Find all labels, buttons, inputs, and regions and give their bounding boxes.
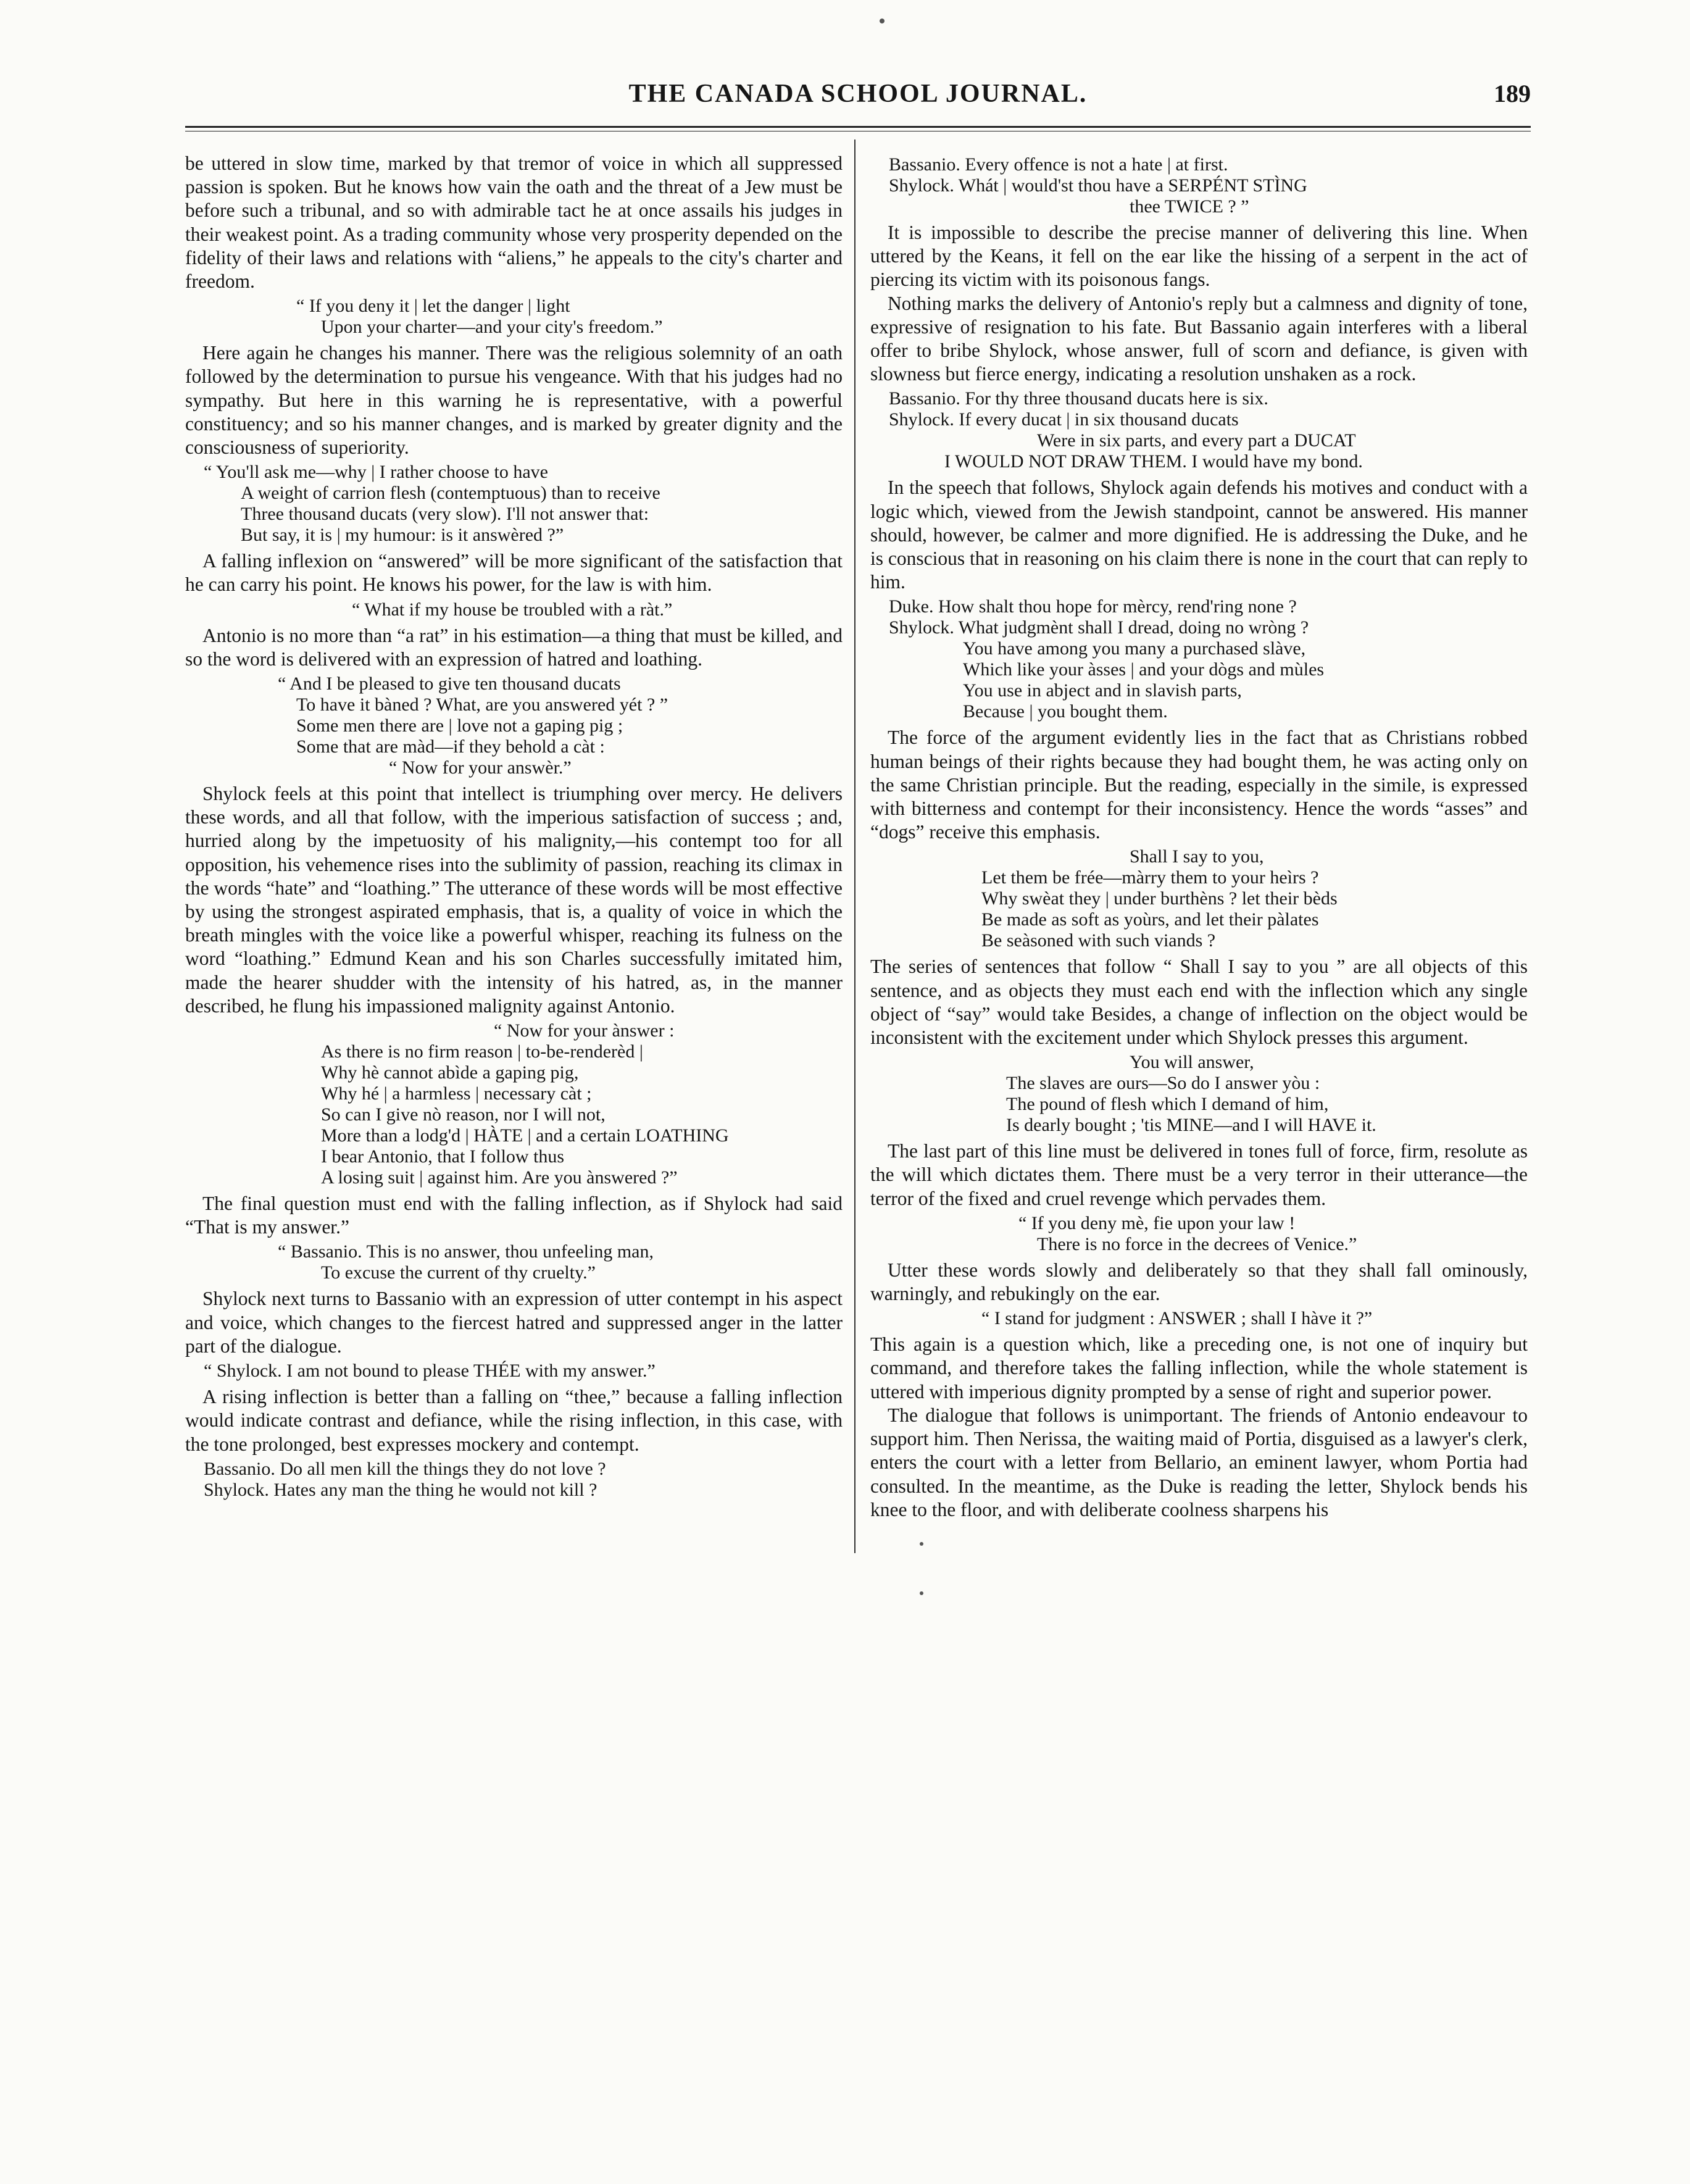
verse-line: “ I stand for judgment : ANSWER ; shall I hàve it ?” — [981, 1308, 1373, 1329]
verse-quote — [870, 154, 1528, 217]
verse-quote — [870, 1052, 1528, 1136]
paragraph: Shylock feels at this point that intellect is triumphing over mercy. He delivers these words, and all that follow, with the imperious satisfaction of success ; and, hurried along by the impetuosity of his malignity,—his contempt too for all opposition, his vehemence rises into the sublimity of passion, reaching its climax in the words “hate” and “loathing.” The utterance of these words will be most effective by using the strongest aspirated emphasis, that is, a quality of voice in which the breath mingles with the voice like a powerful whisper, reaching its fulness on the word “loathing.” Edmund Kean and his son Charles successfully imitated him, made the hearer shudder with the intensity of his hatred, as, in the manner described, he flung his impassioned malignity against Antonio. — [185, 783, 843, 1017]
verse-quote — [870, 846, 1528, 951]
paragraph: The last part of this line must be delivered in tones full of force, firm, resolute as the will which dictates them. There must be a very terror in their utterance—the terror of the fixed and cruel revenge which pervades them. — [870, 1140, 1528, 1209]
verse-line: “ If you deny mè, fie upon your law ! — [1018, 1212, 1296, 1233]
verse-line: A weight of carrion flesh (contemptuous) than to receive — [241, 483, 660, 504]
paragraph: It is impossible to describe the precise manner of delivering this line. When uttered by the Keans, it fell on the ear like the hissing of a serpent in the act of piercing its victim with its poisonous fangs. — [870, 222, 1528, 291]
verse-line: To have it bàned ? What, are you answered yét ? ” — [296, 694, 668, 715]
verse-line: “ Shylock. I am not bound to please THÉE with my answer.” — [204, 1361, 656, 1382]
verse-line: Shylock. Whát | would'st thou have a SERPÉNT STÌNG — [889, 175, 1307, 196]
verse-line: I bear Antonio, that I follow thus — [321, 1146, 565, 1167]
verse-line: Shylock. What judgmènt shall I dread, doing no wròng ? — [889, 617, 1309, 638]
right-column — [870, 152, 1528, 1522]
paragraph: be uttered in slow time, marked by that tremor of voice in which all suppressed passion is spoken. But he knows how vain the oath and the threat of a Jew must be before such a tribunal, and so with admirable tact he at once assails his judges in their weakest point. As a trading community whose very prosperity depended on the fidelity of their laws and relations with “aliens,” he appeals to the city's charter and freedom. — [185, 152, 843, 293]
verse-line: “ Now for your answèr.” — [389, 757, 572, 778]
page-header — [185, 79, 1531, 126]
verse-line: thee TWICE ? ” — [1130, 196, 1249, 217]
verse-quote — [870, 596, 1528, 722]
verse-line: Why hè cannot abìde a gaping pig, — [321, 1062, 579, 1083]
verse-line: Duke. How shalt thou hope for mèrcy, rend'ring none ? — [889, 596, 1297, 617]
verse-line: Why hé | a harmless | necessary càt ; — [321, 1083, 592, 1104]
verse-quote — [185, 1241, 843, 1283]
verse-line: Bassanio. Do all men kill the things they do not love ? — [204, 1458, 606, 1479]
verse-line: A losing suit | against him. Are you ànswered ?” — [321, 1167, 678, 1188]
verse-line: Bassanio. For thy three thousand ducats here is six. — [889, 388, 1268, 409]
header-rule — [185, 126, 1531, 128]
verse-line: Shylock. Hates any man the thing he would not kill ? — [204, 1479, 597, 1500]
verse-line: The pound of flesh which I demand of him, — [1006, 1094, 1329, 1115]
verse-line: “ Bassanio. This is no answer, thou unfeeling man, — [278, 1241, 654, 1262]
verse-quote — [185, 296, 843, 338]
verse-line: Be made as soft as yoùrs, and let their pàlates — [981, 909, 1319, 930]
paragraph: A rising inflection is better than a falling on “thee,” because a falling inflection would indicate contrast and defiance, while the rising inflection, in this case, with the tone prolonged, best expresses mockery and contempt. — [185, 1386, 843, 1455]
verse-line: Is dearly bought ; 'tis MINE—and I will HAVE it. — [1006, 1115, 1376, 1136]
paragraph: The final question must end with the falling inflection, as if Shylock had said “That is my answer.” — [185, 1193, 843, 1238]
verse-line: Upon your charter—and your city's freedom.” — [321, 317, 663, 338]
verse-line: To excuse the current of thy cruelty.” — [321, 1262, 596, 1283]
paragraph: Nothing marks the delivery of Antonio's reply but a calmness and dignity of tone, expressive of resignation to his fate. But Bassanio again interferes with a liberal offer to bribe Shylock, whose answer, full of scorn and defiance, is given with slowness but fierce energy, indicating a resolution unshaken as a rock. — [870, 292, 1528, 385]
verse-line: As there is no firm reason | to-be-renderèd | — [321, 1041, 643, 1062]
paragraph: The force of the argument evidently lies in the fact that as Christians robbed human beings of their rights because they had bought them, he was acting only on the same Christian principle. But the reading, especially in the simile, is expressed with bitterness and contempt for their inconsistency. Hence the words “asses” and “dogs” receive this emphasis. — [870, 727, 1528, 843]
left-column — [185, 152, 843, 1504]
verse-line: Which like your àsses | and your dògs and mùles — [963, 659, 1325, 680]
verse-line: “ What if my house be troubled with a ràt.” — [352, 599, 673, 620]
page-number: 189 — [1494, 80, 1531, 107]
verse-line: You have among you many a purchased slàve, — [963, 638, 1306, 659]
paragraph: Antonio is no more than “a rat” in his estimation—a thing that must be killed, and so the word is delivered with an expression of hatred and loathing. — [185, 624, 843, 670]
verse-line: But say, it is | my humour: is it answèred ?” — [241, 525, 564, 546]
print-speck — [920, 1591, 923, 1595]
paragraph: The dialogue that follows is unimportant. The friends of Antonio endeavour to support him. Then Nerissa, the waiting maid of Portia, disguised as a lawyer's clerk, enters the court with a letter from Bellario, an eminent lawyer, whom Portia had consulted. In the meantime, as the Duke is reading the letter, Shylock bends his knee to the floor, and with deliberate coolness sharpens his — [870, 1404, 1528, 1520]
verse-line: Shylock. If every ducat | in six thousand ducats — [889, 409, 1239, 430]
verse-line: The slaves are ours—So do I answer yòu : — [1006, 1073, 1320, 1094]
verse-line: “ Now for your ànswer : — [494, 1020, 675, 1041]
verse-line: Some that are màd—if they behold a càt : — [296, 736, 605, 757]
verse-quote — [870, 1308, 1528, 1329]
paragraph: Shylock next turns to Bassanio with an expression of utter contempt in his aspect and voice, which changes to the fiercest hatred and suppressed anger in the latter part of the dialogue. — [185, 1288, 843, 1357]
verse-line: “ And I be pleased to give ten thousand ducats — [278, 673, 621, 694]
verse-line: “ You'll ask me—why | I rather choose to have — [204, 462, 548, 483]
paragraph: Utter these words slowly and deliberately so that they shall fall ominously, warningly, and rebukingly on the ear. — [870, 1259, 1528, 1305]
column-divider — [854, 140, 855, 1553]
verse-quote — [870, 388, 1528, 472]
journal-title: THE CANADA SCHOOL JOURNAL. — [628, 80, 1088, 108]
verse-quote — [185, 599, 843, 620]
paragraph: This again is a question which, like a preceding one, is not one of inquiry but command, and therefore takes the falling inflection, while the whole statement is uttered with imperious dignity prompted by a sense of right and superior power. — [870, 1333, 1528, 1403]
verse-line: Be seàsoned with such viands ? — [981, 930, 1216, 951]
verse-line: Why swèat they | under burthèns ? let their bèds — [981, 888, 1338, 909]
print-speck — [920, 1542, 923, 1546]
verse-line: There is no force in the decrees of Venice.” — [1037, 1233, 1357, 1254]
verse-line: I WOULD NOT DRAW THEM. I would have my bond. — [944, 451, 1363, 472]
paragraph: A falling inflexion on “answered” will be more significant of the satisfaction that he can carry his point. He knows his power, for the law is with him. — [185, 550, 843, 596]
verse-line: So can I give nò reason, nor I will not, — [321, 1104, 606, 1125]
verse-line: More than a lodg'd | HÀTE | and a certain LOATHING — [321, 1125, 729, 1146]
verse-line: Three thousand ducats (very slow). I'll not answer that: — [241, 504, 649, 525]
paragraph: The series of sentences that follow “ Shall I say to you ” are all objects of this sentence, and as objects they must each end with the inflection which any single object of “say” would take Besides, a change of inflection on the object would be inconsistent with the excitement under which Shylock presses this argument. — [870, 956, 1528, 1049]
verse-quote — [185, 1020, 843, 1188]
verse-quote — [185, 1361, 843, 1382]
print-speck — [880, 19, 885, 23]
verse-line: Shall I say to you, — [1130, 846, 1264, 867]
verse-quote — [870, 1213, 1528, 1255]
verse-line: Let them be frée—màrry them to your heìrs ? — [981, 867, 1319, 888]
verse-quote — [185, 673, 843, 778]
paragraph: In the speech that follows, Shylock again defends his motives and conduct with a logic which, viewed from the Jewish standpoint, cannot be answered. His manner should, however, be calmer and more dignified. He is addressing the Duke, and he is conscious that in reasoning on his claim there is none in the court that can reply to him. — [870, 477, 1528, 593]
verse-line: Bassanio. Every offence is not a hate | at first. — [889, 154, 1228, 175]
verse-line: Because | you bought them. — [963, 701, 1168, 722]
verse-quote — [185, 462, 843, 546]
paragraph: Here again he changes his manner. There was the religious solemnity of an oath followed by the determination to pursue his vengeance. With that his judges had no sympathy. But here in this warning he is representative, with a powerful constituency; and so his manner changes, and is marked by greater dignity and the consciousness of superiority. — [185, 342, 843, 459]
verse-line: You use in abject and in slavish parts, — [963, 680, 1242, 701]
verse-line: Some men there are | love not a gaping pig ; — [296, 715, 623, 736]
verse-line: You will answer, — [1130, 1052, 1254, 1073]
verse-line: “ If you deny it | let the danger | light — [296, 296, 570, 317]
verse-line: Were in six parts, and every part a DUCAT — [1037, 430, 1356, 451]
verse-quote — [185, 1459, 843, 1501]
